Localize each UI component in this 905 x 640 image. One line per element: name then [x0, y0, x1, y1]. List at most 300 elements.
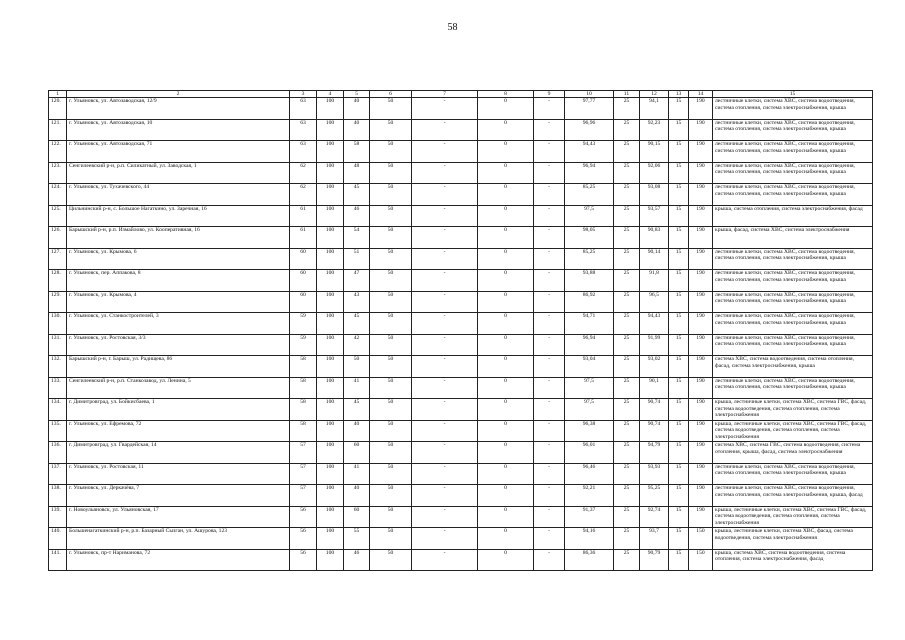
work-types-cell: крыша, лестничные клетки, система ХВС, система ГВС, фасад, система водоотведения, система отопления, система электроснабжения	[713, 506, 873, 528]
table-row	[49, 270, 873, 292]
cell: 190	[689, 162, 713, 184]
cell: 90,15	[640, 141, 669, 163]
cell: 100	[317, 205, 344, 227]
row-number: 131.	[49, 334, 67, 356]
cell: 0	[478, 227, 534, 249]
cell: 0	[478, 506, 534, 528]
row-number: 126.	[49, 227, 67, 249]
cell: 50	[370, 377, 412, 399]
row-number: 133.	[49, 377, 67, 399]
cell: 93,57	[640, 205, 669, 227]
cell: -	[534, 377, 565, 399]
cell: -	[412, 313, 478, 335]
row-number: 127.	[49, 248, 67, 270]
cell: -	[412, 291, 478, 313]
cell: -	[534, 485, 565, 507]
cell: 100	[317, 463, 344, 485]
row-number: 132.	[49, 356, 67, 378]
cell: 25	[614, 313, 640, 335]
cell: 91,37	[565, 506, 614, 528]
cell: 15	[669, 463, 689, 485]
cell: 45	[344, 313, 370, 335]
cell: 50	[370, 420, 412, 442]
table-row	[49, 248, 873, 270]
cell: 58	[290, 356, 317, 378]
cell: -	[534, 334, 565, 356]
cell: 0	[478, 313, 534, 335]
cell: -	[534, 141, 565, 163]
cell: -	[412, 98, 478, 120]
row-number: 125.	[49, 205, 67, 227]
cell: 50	[370, 463, 412, 485]
cell: 60	[344, 506, 370, 528]
cell: 91,99	[640, 334, 669, 356]
cell: 60	[290, 270, 317, 292]
cell: 100	[317, 227, 344, 249]
cell: 100	[317, 528, 344, 550]
cell: 60	[290, 248, 317, 270]
cell: 100	[317, 334, 344, 356]
cell: 58	[290, 420, 317, 442]
cell: 15	[669, 98, 689, 120]
cell: 40	[344, 98, 370, 120]
cell: 25	[614, 248, 640, 270]
cell: 100	[317, 141, 344, 163]
cell: 15	[669, 528, 689, 550]
work-types-cell: лестничные клетки, система ХВС, система водоотведения, система отопления, система электроснабжения, крыша, фасад	[713, 485, 873, 507]
cell: -	[534, 356, 565, 378]
address-cell: г. Ульяновск, ул. Автозаводская, 10	[67, 119, 290, 141]
cell: 91,8	[640, 270, 669, 292]
buildings-table	[48, 90, 873, 571]
cell: 50	[344, 356, 370, 378]
work-types-cell: крыша, лестничные клетки, система ХВС, фасад, система водоотведения, система электроснабжения	[713, 528, 873, 550]
cell: 94,71	[565, 313, 614, 335]
address-cell: Барышский р-н, р.п. Измайлово, ул. Кооперативная, 16	[67, 227, 290, 249]
work-types-cell: система ХВС, система ГВС, система водоотведения, система отопления, крыша, фасад, система электроснабжения	[713, 442, 873, 464]
address-cell: г. Ульяновск, ул. Тухачевского, 44	[67, 184, 290, 206]
cell: 15	[669, 141, 689, 163]
column-header-4: 4	[317, 91, 344, 98]
cell: 62	[290, 162, 317, 184]
cell: 50	[370, 184, 412, 206]
cell: 25	[614, 356, 640, 378]
row-number: 140.	[49, 528, 67, 550]
work-types-cell: лестничные клетки, система ХВС, система водоотведения, система отопления, система электроснабжения, крыша	[713, 291, 873, 313]
work-types-cell: крыша, лестничные клетки, система ХВС, система ГВС, фасад, система водоотведения, система отопления, система электроснабжения	[713, 399, 873, 421]
work-types-cell: крыша, лестничные клетки, система ХВС, система ГВС, фасад, система водоотведения, система отопления, система электроснабжения	[713, 420, 873, 442]
cell: 15	[669, 291, 689, 313]
cell: 92,23	[640, 119, 669, 141]
cell: 190	[689, 270, 713, 292]
cell: 0	[478, 334, 534, 356]
cell: 85,25	[565, 248, 614, 270]
address-cell: г. Димитровград, ул. Гвардейская, 14	[67, 442, 290, 464]
table-row	[49, 119, 873, 141]
cell: -	[412, 377, 478, 399]
cell: 92,06	[640, 162, 669, 184]
cell: 190	[689, 356, 713, 378]
cell: 98,05	[565, 227, 614, 249]
table-row	[49, 420, 873, 442]
table-row	[49, 334, 873, 356]
cell: 46	[344, 205, 370, 227]
work-types-cell: лестничные клетки, система ХВС, система водоотведения, система отопления, система электроснабжения, крыша	[713, 184, 873, 206]
cell: 50	[370, 506, 412, 528]
address-cell: г. Новоульяновск, ул. Ульяновская, 17	[67, 506, 290, 528]
address-cell: г. Ульяновск, ул. Автозаводская, 71	[67, 141, 290, 163]
cell: 93,02	[640, 356, 669, 378]
cell: -	[412, 463, 478, 485]
cell: -	[412, 119, 478, 141]
column-header-1: 1	[49, 91, 67, 98]
cell: -	[534, 248, 565, 270]
cell: -	[534, 420, 565, 442]
table-row	[49, 442, 873, 464]
cell: 25	[614, 334, 640, 356]
cell: 25	[614, 399, 640, 421]
cell: 15	[669, 549, 689, 571]
cell: -	[534, 463, 565, 485]
cell: 15	[669, 356, 689, 378]
cell: 50	[370, 98, 412, 120]
column-header-11: 11	[614, 91, 640, 98]
header-row	[49, 91, 873, 98]
address-cell: г. Димитровград, ул. Бойкисбаева, 1	[67, 399, 290, 421]
cell: 90,74	[640, 399, 669, 421]
cell: 100	[317, 248, 344, 270]
address-cell: г. Ульяновск, ул. Ефремова, 72	[67, 420, 290, 442]
cell: 45	[344, 399, 370, 421]
cell: 15	[669, 420, 689, 442]
cell: 190	[689, 463, 713, 485]
cell: 25	[614, 420, 640, 442]
table-row	[49, 205, 873, 227]
cell: 48	[344, 162, 370, 184]
cell: 190	[689, 377, 713, 399]
table-row	[49, 356, 873, 378]
cell: 15	[669, 227, 689, 249]
column-header-5: 5	[344, 91, 370, 98]
table-row	[49, 313, 873, 335]
cell: 94,79	[640, 442, 669, 464]
cell: 100	[317, 485, 344, 507]
cell: -	[412, 205, 478, 227]
cell: 15	[669, 184, 689, 206]
cell: 25	[614, 549, 640, 571]
cell: 0	[478, 377, 534, 399]
address-cell: г. Ульяновск, ул. Станкостроителей, 3	[67, 313, 290, 335]
cell: 25	[614, 162, 640, 184]
cell: 50	[370, 291, 412, 313]
cell: -	[534, 227, 565, 249]
cell: 50	[370, 399, 412, 421]
cell: 47	[344, 270, 370, 292]
cell: 41	[344, 377, 370, 399]
work-types-cell: лестничные клетки, система ХВС, система водоотведения, система отопления, система электроснабжения, крыша	[713, 98, 873, 120]
cell: 90,1	[640, 377, 669, 399]
address-cell: г. Ульяновск, ул. Автозаводская, 12/9	[67, 98, 290, 120]
cell: -	[412, 399, 478, 421]
cell: 190	[689, 334, 713, 356]
cell: -	[534, 270, 565, 292]
cell: 15	[669, 506, 689, 528]
cell: 100	[317, 270, 344, 292]
row-number: 122.	[49, 141, 67, 163]
cell: 56	[290, 506, 317, 528]
cell: 190	[689, 420, 713, 442]
cell: 90,14	[640, 248, 669, 270]
cell: 93,04	[565, 356, 614, 378]
column-header-7: 7	[412, 91, 478, 98]
cell: 25	[614, 227, 640, 249]
cell: 100	[317, 399, 344, 421]
cell: 58	[344, 141, 370, 163]
row-number: 129.	[49, 291, 67, 313]
cell: 190	[689, 442, 713, 464]
cell: -	[534, 291, 565, 313]
cell: 43	[344, 291, 370, 313]
cell: 60	[344, 442, 370, 464]
work-types-cell: лестничные клетки, система ХВС, система водоотведения, система отопления, система электроснабжения, крыша	[713, 270, 873, 292]
cell: 59	[290, 334, 317, 356]
cell: 94,43	[565, 141, 614, 163]
cell: 100	[317, 377, 344, 399]
cell: 63	[290, 98, 317, 120]
table-row	[49, 506, 873, 528]
cell: 0	[478, 141, 534, 163]
cell: 50	[370, 356, 412, 378]
cell: 190	[689, 227, 713, 249]
cell: 190	[689, 313, 713, 335]
table-row	[49, 528, 873, 550]
cell: -	[412, 485, 478, 507]
cell: -	[534, 399, 565, 421]
cell: 15	[669, 205, 689, 227]
work-types-cell: лестничные клетки, система ХВС, система водоотведения, система отопления, система электроснабжения, крыша	[713, 313, 873, 335]
cell: 0	[478, 442, 534, 464]
cell: 86,92	[565, 291, 614, 313]
cell: 97,5	[565, 205, 614, 227]
table-row	[49, 485, 873, 507]
cell: 51	[344, 248, 370, 270]
cell: 25	[614, 291, 640, 313]
cell: 57	[290, 463, 317, 485]
cell: 190	[689, 248, 713, 270]
cell: -	[412, 270, 478, 292]
cell: 50	[370, 270, 412, 292]
address-cell: г. Ульяновск, ул. Деркачёва, 7	[67, 485, 290, 507]
work-types-cell: крыша, система ХВС, система водоотведения, система отопления, система электроснабжения, фасад	[713, 549, 873, 571]
cell: 93,93	[640, 463, 669, 485]
work-types-cell: лестничные клетки, система ХВС, система водоотведения, система отопления, система электроснабжения, крыша	[713, 334, 873, 356]
cell: 50	[370, 227, 412, 249]
cell: 190	[689, 141, 713, 163]
cell: 96,46	[565, 463, 614, 485]
cell: 25	[614, 205, 640, 227]
page-number: 58	[447, 22, 458, 33]
cell: 15	[669, 119, 689, 141]
cell: 190	[689, 485, 713, 507]
cell: 100	[317, 162, 344, 184]
column-header-6: 6	[370, 91, 412, 98]
cell: 97,77	[565, 98, 614, 120]
work-types-cell: лестничные клетки, система ХВС, система водоотведения, система отопления, система электроснабжения, крыша	[713, 463, 873, 485]
cell: 150	[689, 528, 713, 550]
work-types-cell: крыша, фасад, система ХВС, система электроснабжения	[713, 227, 873, 249]
cell: 59	[290, 313, 317, 335]
address-cell: Барышский р-н, г. Барыш, ул. Радищева, 86	[67, 356, 290, 378]
column-header-9: 9	[534, 91, 565, 98]
cell: 93,88	[565, 270, 614, 292]
cell: 92,21	[565, 485, 614, 507]
cell: 56	[290, 528, 317, 550]
cell: -	[534, 313, 565, 335]
row-number: 123.	[49, 162, 67, 184]
cell: 55	[344, 528, 370, 550]
cell: 50	[370, 162, 412, 184]
cell: 0	[478, 270, 534, 292]
cell: 100	[317, 442, 344, 464]
cell: 15	[669, 485, 689, 507]
cell: -	[412, 162, 478, 184]
cell: 40	[344, 485, 370, 507]
cell: 96,01	[565, 442, 614, 464]
cell: 15	[669, 313, 689, 335]
cell: 190	[689, 184, 713, 206]
cell: 57	[290, 442, 317, 464]
cell: 46	[344, 549, 370, 571]
cell: 25	[614, 528, 640, 550]
cell: 96,94	[565, 162, 614, 184]
cell: 25	[614, 463, 640, 485]
work-types-cell: лестничные клетки, система ХВС, система водоотведения, система отопления, система электроснабжения, крыша	[713, 162, 873, 184]
cell: 0	[478, 248, 534, 270]
cell: -	[412, 420, 478, 442]
cell: -	[534, 506, 565, 528]
work-types-cell: лестничные клетки, система ХВС, система водоотведения, система отопления, система электроснабжения, крыша	[713, 119, 873, 141]
cell: 93,7	[640, 528, 669, 550]
cell: 96,38	[565, 420, 614, 442]
row-number: 121.	[49, 119, 67, 141]
cell: 62	[290, 184, 317, 206]
cell: 25	[614, 377, 640, 399]
cell: 40	[344, 420, 370, 442]
cell: 97,5	[565, 377, 614, 399]
cell: 94,1	[640, 98, 669, 120]
table-row	[49, 549, 873, 571]
cell: -	[534, 205, 565, 227]
cell: 97,5	[565, 399, 614, 421]
cell: 100	[317, 356, 344, 378]
cell: 50	[370, 248, 412, 270]
cell: 100	[317, 119, 344, 141]
work-types-cell: лестничные клетки, система ХВС, система водоотведения, система отопления, система электроснабжения, крыша	[713, 377, 873, 399]
table-row	[49, 227, 873, 249]
cell: 190	[689, 399, 713, 421]
address-cell: Большенагаткинский р-н, р.п. Базарный Сызган, ул. Ашурова, 123	[67, 528, 290, 550]
cell: 58	[290, 377, 317, 399]
address-cell: Цильнинский р-н, с. Большое Нагаткино, ул. Заречная, 16	[67, 205, 290, 227]
row-number: 137.	[49, 463, 67, 485]
cell: -	[412, 141, 478, 163]
address-cell: г. Ульяновск, ул. Крымова, 6	[67, 248, 290, 270]
cell: 0	[478, 205, 534, 227]
cell: -	[412, 549, 478, 571]
cell: 96,5	[640, 291, 669, 313]
cell: 86,36	[565, 549, 614, 571]
cell: 50	[370, 141, 412, 163]
cell: 56	[290, 549, 317, 571]
row-number: 130.	[49, 313, 67, 335]
cell: 96,94	[565, 334, 614, 356]
cell: -	[412, 248, 478, 270]
cell: -	[412, 334, 478, 356]
address-cell: г. Ульяновск, ул. Ростовская, 11	[67, 463, 290, 485]
cell: 42	[344, 334, 370, 356]
cell: 50	[370, 549, 412, 571]
column-header-13: 13	[669, 91, 689, 98]
table-row	[49, 463, 873, 485]
cell: 15	[669, 248, 689, 270]
cell: 40	[344, 119, 370, 141]
column-header-12: 12	[640, 91, 669, 98]
cell: 61	[290, 205, 317, 227]
table-row	[49, 184, 873, 206]
work-types-cell: лестничные клетки, система ХВС, система водоотведения, система отопления, система электроснабжения, крыша	[713, 248, 873, 270]
cell: -	[534, 528, 565, 550]
row-number: 135.	[49, 420, 67, 442]
table-row	[49, 141, 873, 163]
cell: 190	[689, 98, 713, 120]
cell: 190	[689, 291, 713, 313]
cell: 0	[478, 356, 534, 378]
row-number: 141.	[49, 549, 67, 571]
cell: 90,83	[640, 227, 669, 249]
cell: 190	[689, 506, 713, 528]
cell: 50	[370, 528, 412, 550]
work-types-cell: крыша, система отопления, система электроснабжения, фасад	[713, 205, 873, 227]
cell: 50	[370, 485, 412, 507]
row-number: 134.	[49, 399, 67, 421]
cell: 25	[614, 442, 640, 464]
cell: 50	[370, 205, 412, 227]
cell: 90,79	[640, 549, 669, 571]
column-header-15: 15	[713, 91, 873, 98]
row-number: 139.	[49, 506, 67, 528]
cell: 100	[317, 291, 344, 313]
cell: 15	[669, 442, 689, 464]
cell: 90,74	[640, 420, 669, 442]
cell: 96,96	[565, 119, 614, 141]
cell: 50	[370, 334, 412, 356]
table-row	[49, 162, 873, 184]
address-cell: г. Ульяновск, ул. Ростовская, 3/3	[67, 334, 290, 356]
cell: -	[412, 442, 478, 464]
cell: 94,16	[565, 528, 614, 550]
address-cell: Сенгилеевский р-н, р.п. Силикатный, ул. Заводская, 1	[67, 162, 290, 184]
cell: 0	[478, 420, 534, 442]
cell: 25	[614, 270, 640, 292]
cell: -	[534, 442, 565, 464]
cell: 100	[317, 313, 344, 335]
table-row	[49, 377, 873, 399]
cell: 50	[370, 119, 412, 141]
cell: 100	[317, 420, 344, 442]
cell: 25	[614, 98, 640, 120]
cell: 41	[344, 463, 370, 485]
cell: 61	[290, 227, 317, 249]
